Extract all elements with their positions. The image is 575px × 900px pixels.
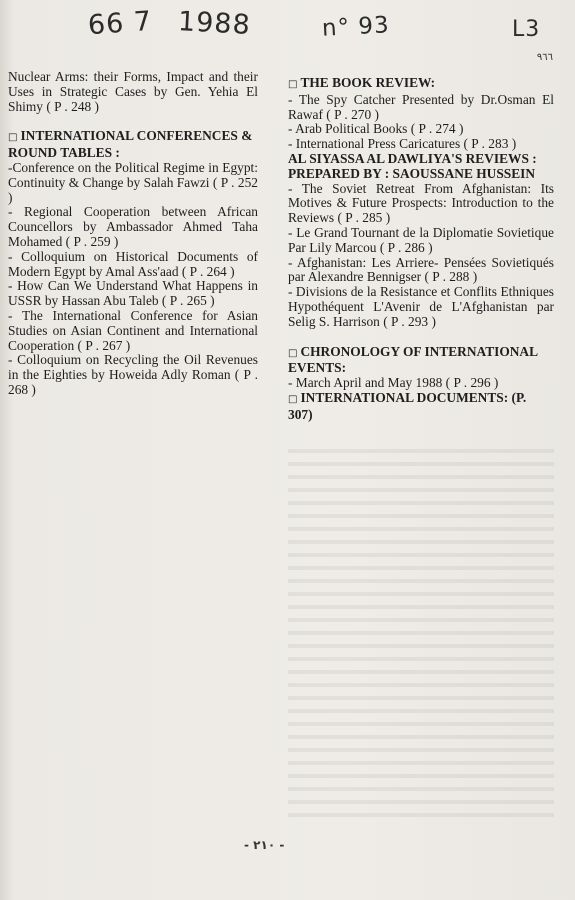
right-column xyxy=(288,76,554,423)
chronology-heading-text: CHRONOLOGY OF INTERNATIONAL EVENTS: xyxy=(288,343,538,376)
handwritten-note-issue: n° 93 xyxy=(321,12,391,42)
nuclear-arms-entry: Nuclear Arms: their Forms, Impact and their Uses in Strategic Cases by Gen. Yehia El Shimy ( P . 248 ) xyxy=(8,69,258,114)
handwritten-note-page: 66 7 xyxy=(86,5,154,42)
list-item: - The Spy Catcher Presented by Dr.Osman El Rawaf ( P . 270 ) xyxy=(288,91,554,122)
list-item: - Arab Political Books ( P . 274 ) xyxy=(288,121,464,137)
documents-heading-text: INTERNATIONAL DOCUMENTS: (P. 307) xyxy=(288,389,527,422)
conferences-heading-line2: ROUND TABLES : xyxy=(8,145,120,161)
list-item: - International Press Caricatures ( P . 283 ) xyxy=(288,136,517,152)
list-item: - Colloquium on Recycling the Oil Revenues in the Eighties by Howeida Adly Roman ( P . 268 ) xyxy=(8,352,258,397)
documents-heading xyxy=(288,391,554,423)
box-marker-icon: □ xyxy=(288,347,298,359)
list-item: -Conference on the Political Regime in Egypt: Continuity & Change by Salah Fawzi ( P . 252 ) xyxy=(8,159,258,205)
conferences-heading xyxy=(8,129,258,161)
list-item: - Regional Cooperation between African Councellors by Ambassador Ahmed Taha Mohamed ( P . 259 ) xyxy=(8,204,258,249)
book-review-heading-text: THE BOOK REVIEW: xyxy=(300,75,436,90)
list-item: - Le Grand Tournant de la Diplomatie Sovietique Par Lily Marcou ( P . 286 ) xyxy=(288,224,554,255)
list-item: - March April and May 1988 ( P . 296 ) xyxy=(288,375,499,391)
handwritten-note-code: L3 xyxy=(512,17,541,42)
box-marker-icon: □ xyxy=(288,393,298,405)
handwritten-note-year: 1988 xyxy=(177,6,252,41)
list-item: - Afghanistan: Les Arriere- Pensées Sovietiqués par Alexandre Bennigser ( P . 288 ) xyxy=(288,254,554,285)
conferences-heading-line1: INTERNATIONAL CONFERENCES & xyxy=(20,128,253,144)
bleed-through-texture xyxy=(288,440,554,820)
page-folio: - ٢١٠ - xyxy=(244,838,285,852)
box-marker-icon: □ xyxy=(288,79,298,90)
chronology-heading xyxy=(288,345,554,377)
page-number-top: ٩٦٦ xyxy=(536,52,553,63)
list-item: - The International Conference for Asian Studies on Asian Continent and International Cooperation ( P . 267 ) xyxy=(8,307,258,353)
reviews-heading: AL SIYASSA AL DAWLIYA'S REVIEWS : PREPARED BY : SAOUSSANE HUSSEIN xyxy=(288,150,537,181)
list-item: - The Soviet Retreat From Afghanistan: Its Motives & Future Prospects: Introduction to the Reviews ( P . 285 ) xyxy=(288,180,554,226)
box-marker-icon: □ xyxy=(8,132,18,144)
book-review-heading xyxy=(288,76,554,93)
list-item: - Divisions de la Resistance et Conflits Ethniques Hypothéquent L'Avenir de L'Afghanistan par Selig S. Harrison ( P . 293 ) xyxy=(288,284,554,329)
list-item: - How Can We Understand What Happens in USSR by Hassan Abu Taleb ( P . 265 ) xyxy=(8,278,258,309)
left-column xyxy=(8,70,258,398)
list-item: - Colloquium on Historical Documents of Modern Egypt by Amal Ass'aad ( P . 264 ) xyxy=(8,248,258,279)
